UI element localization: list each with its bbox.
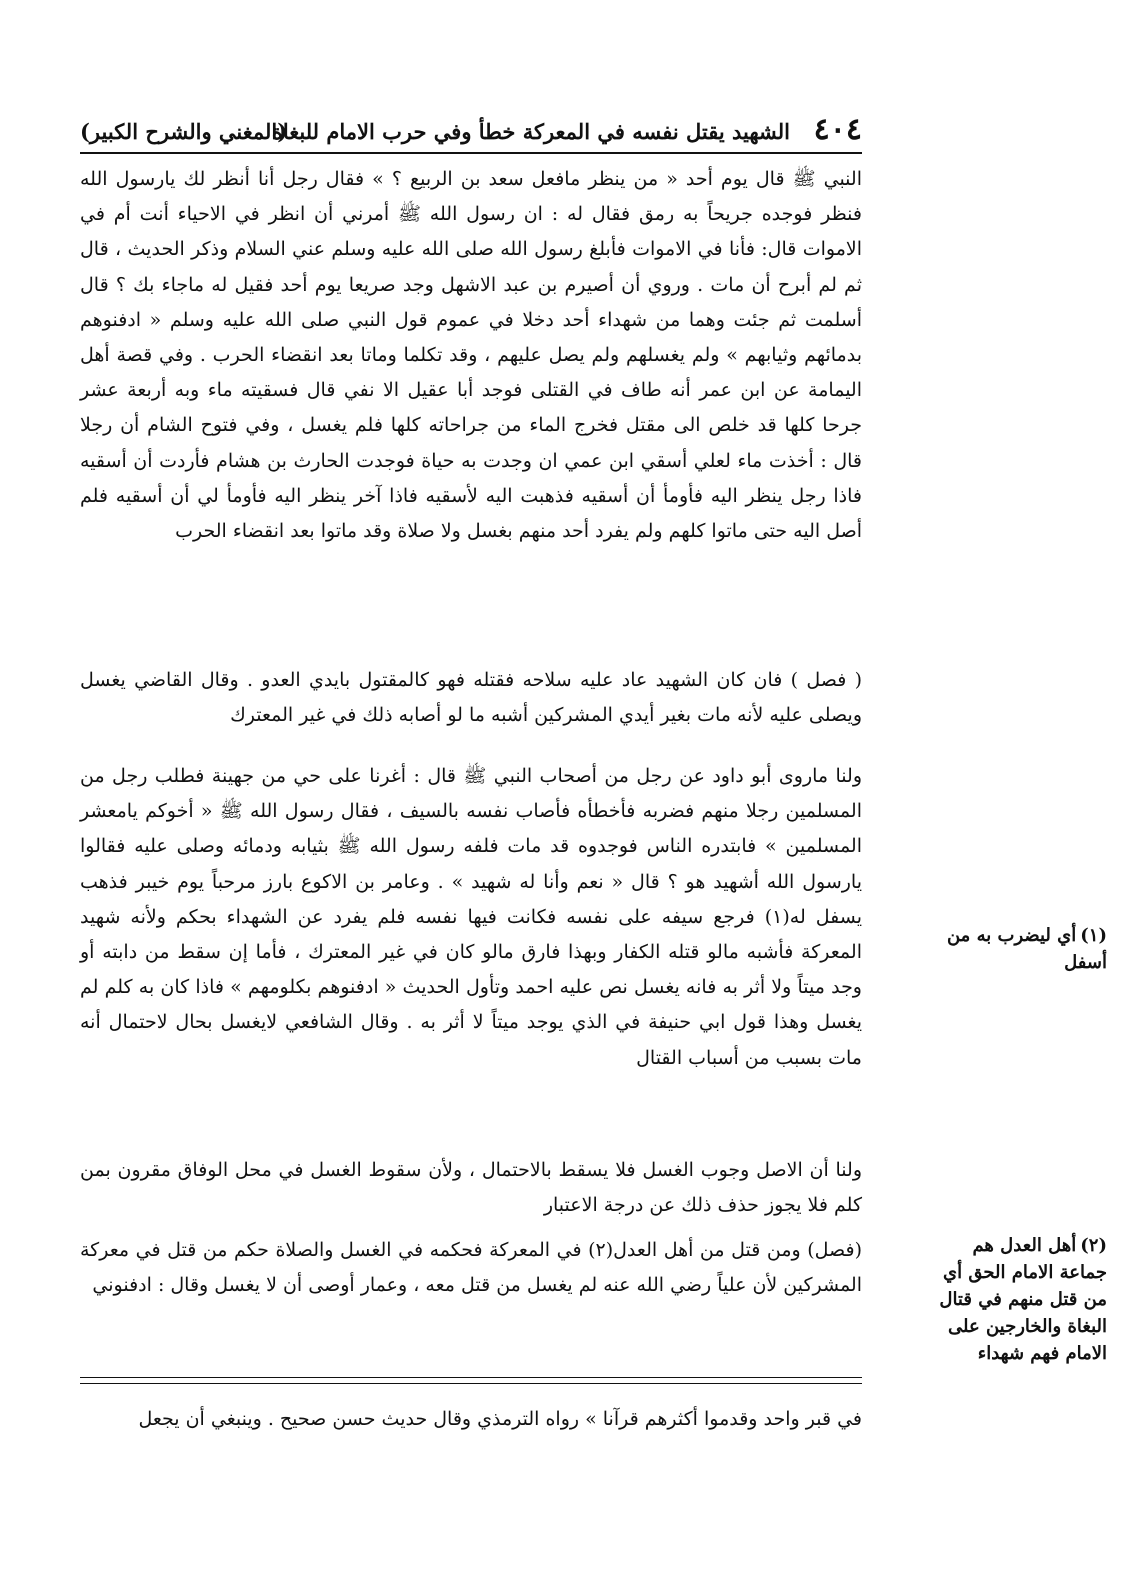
running-header	[80, 112, 862, 152]
page-number: ٤٠٤	[813, 112, 862, 147]
note-text: أي ليضرب به من أسفل	[946, 925, 1107, 973]
paragraph: النبي ﷺ قال يوم أحد « من ينظر مافعل سعد بن الربيع ؟ » فقال رجل أنا أنظر لك يارسول الله فنظر فوجده جريحاً به رمق فقال له : ان رسول الله ﷺ أمرني أن انظر في الاحياء أنت أم في الاموات قال: فأنا في الاموات فأبلغ رسول الله صلى الله عليه وسلم عني السلام وذكر الحديث ، قال ثم لم أبرح أن مات . وروي أن أصيرم بن عبد الاشهل وجد صريعا يوم أحد فقيل له ماجاء بك ؟ قال أسلمت ثم جئت وهما من شهداء أحد دخلا في عموم قول النبي صلى الله عليه وسلم « ادفنوهم بدمائهم وثيابهم » ولم يغسلهم ولم يصل عليهم ، وقد تكلما وماتا بعد انقضاء الحرب . وفي قصة أهل اليمامة عن ابن عمر أنه طاف في القتلى فوجد أبا عقيل الا نفي قال فسقيته ماء وبه أربعة عشر جرحا كلها قد خلص الى مقتل فخرج الماء من جراحاته كلها فلم يغسل ، وفي فتوح الشام أن رجلا قال : أخذت ماء لعلي أسقي ابن عمي ان وجدت به حياة فوجدت الحارث بن هشام فأردت أن أسقيه فاذا رجل ينظر اليه فأومأ أن أسقيه فذهبت اليه لأسقيه فاذا آخر ينظر اليه فأومأ لي أن أسقيه فلم أصل اليه حتى ماتوا كلهم ولم يفرد أحد منهم بغسل ولا صلاة وقد ماتوا بعد انقضاء الحرب	[80, 168, 862, 543]
margin-note	[932, 922, 1107, 976]
paragraph: ولنا ماروى أبو داود عن رجل من أصحاب النبي ﷺ قال : أغرنا على حي من جهينة فطلب رجل من المسلمين رجلا منهم فضربه فأخطأه فأصاب نفسه بالسيف ، فقال رسول الله ﷺ « أخوكم يامعشر المسلمين » فابتدره الناس فوجدوه قد مات فلفه رسول الله ﷺ بثيابه ودمائه وصلى عليه فقالوا يارسول الله أشهيد هو ؟ قال « نعم وأنا له شهيد » . وعامر بن الاكوع بارز مرحباً يوم خيبر فذهب يسفل له(١) فرجع سيفه على نفسه فكانت فيها نفسه فلم يفرد عن الشهداء بحكم ولأنه شهيد المعركة فأشبه مالو قتله الكفار وبهذا فارق مالو كان في غير المعترك ، فأما إن سقط من دابته أو وجد ميتاً ولا أثر به فانه يغسل نص عليه احمد وتأول الحديث « ادفنوهم بكلومهم » فاذا كان به كلم لم يغسل وهذا قول ابي حنيفة في الذي يوجد ميتاً لا أثر به . وقال الشافعي لايغسل بحال لاحتمال أنه مات بسبب من أسباب القتال	[80, 765, 863, 1069]
paragraph: ( فصل ) فان كان الشهيد عاد عليه سلاحه فقتله فهو كالمقتول بايدي العدو . وقال القاضي يغسل ويصلى عليه لأنه مات بغير أيدي المشركين أشبه ما لو أصابه ذلك في غير المعترك	[80, 669, 862, 727]
note-marker: (٢)	[1080, 1235, 1107, 1256]
paragraph: ولنا أن الاصل وجوب الغسل فلا يسقط بالاحتمال ، ولأن سقوط الغسل في محل الوفاق مقرون بمن كلم فلا يجوز حذف ذلك عن درجة الاعتبار	[80, 1159, 862, 1217]
header-rule	[80, 152, 862, 154]
separator-rule	[80, 1383, 862, 1384]
note-marker: (١)	[1080, 925, 1107, 946]
separator-rule	[80, 1377, 862, 1378]
continuation-text: في قبر واحد وقدموا أكثرهم قرآنا » رواه الترمذي وقال حديث حسن صحيح . وينبغي أن يجعل	[138, 1408, 862, 1430]
running-title: الشهيد يقتل نفسه في المعركة خطأ وفي حرب الامام للبغاة	[271, 119, 790, 144]
note-text: أهل العدل هم جماعة الامام الحق أي من قتل منهم في قتال البغاة والخارجين على الامام فهم شهداء	[939, 1235, 1107, 1364]
paragraph: (فصل) ومن قتل من أهل العدل(٢) في المعركة فحكمه في الغسل والصلاة حكم من قتل في معركة المشركين لأن علياً رضي الله عنه لم يغسل من قتل معه ، وعمار أوصى أن لا يغسل وقال : ادفنوني	[80, 1239, 862, 1297]
margin-note	[932, 1232, 1107, 1367]
main-text	[80, 162, 862, 1305]
book-title: (المغني والشرح الكبير)	[80, 119, 288, 144]
